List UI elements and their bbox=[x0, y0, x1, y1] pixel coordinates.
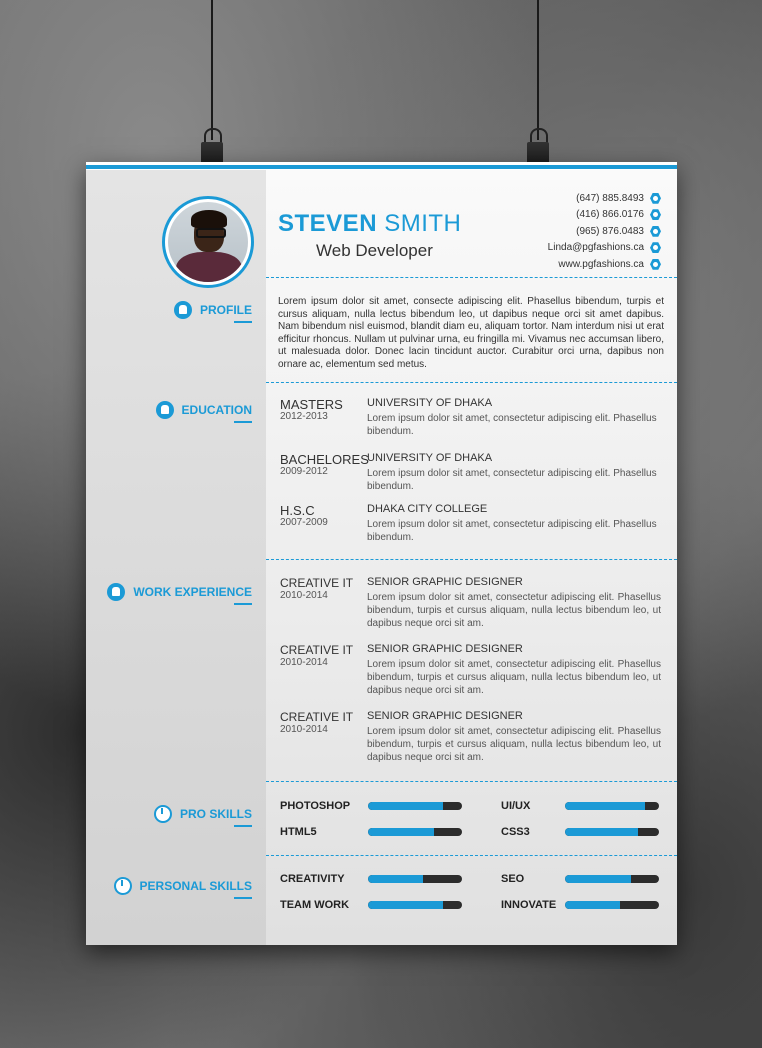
education-degree: MASTERS bbox=[280, 397, 343, 412]
hanging-wire-left bbox=[211, 0, 213, 140]
skill-name: CSS3 bbox=[501, 826, 530, 838]
divider bbox=[266, 781, 677, 782]
work-years: 2010-2014 bbox=[280, 657, 328, 668]
section-label-work-text: WORK EXPERIENCE bbox=[133, 585, 252, 599]
email-icon bbox=[650, 242, 661, 253]
section-label-profile bbox=[174, 301, 252, 319]
divider bbox=[266, 277, 677, 278]
work-desc: Lorem ipsum dolor sit amet, consectetur adipiscing elit. Phasellus bibendum, turpis et cursus aliquam, nulla lectus bibendum leo, ut dapibus neque orci sit am. bbox=[367, 592, 661, 629]
divider bbox=[266, 855, 677, 856]
contact-phone-2: (416) 866.0176 bbox=[548, 207, 661, 224]
work-company: CREATIVE IT bbox=[280, 643, 354, 657]
skill-bar bbox=[565, 875, 659, 883]
education-desc: Lorem ipsum dolor sit amet, consectetur adipiscing elit. Phasellus bibendum. bbox=[367, 413, 657, 437]
contact-fax: (965) 876.0483 bbox=[548, 223, 661, 240]
education-desc: Lorem ipsum dolor sit amet, consectetur adipiscing elit. Phasellus bibendum. bbox=[367, 468, 657, 492]
section-label-personal-skills-text: PERSONAL SKILLS bbox=[139, 879, 252, 893]
skill-bar bbox=[565, 802, 659, 810]
skill-bar bbox=[368, 875, 462, 883]
work-years: 2010-2014 bbox=[280, 724, 328, 735]
resume-sheet bbox=[86, 162, 677, 945]
avatar bbox=[162, 196, 254, 288]
contact-website: www.pgfashions.ca bbox=[548, 256, 661, 273]
education-school: UNIVERSITY OF DHAKA bbox=[367, 397, 493, 409]
skill-name: CREATIVITY bbox=[280, 873, 345, 885]
section-label-profile-text: PROFILE bbox=[199, 303, 252, 317]
skill-bar bbox=[368, 802, 462, 810]
job-title: Web Developer bbox=[316, 241, 433, 260]
education-years: 2009-2012 bbox=[280, 466, 328, 477]
skill-name: UI/UX bbox=[501, 800, 531, 812]
user-icon bbox=[174, 301, 192, 319]
work-company: CREATIVE IT bbox=[280, 710, 354, 724]
work-years: 2010-2014 bbox=[280, 590, 328, 601]
education-desc: Lorem ipsum dolor sit amet, consectetur adipiscing elit. Phasellus bibendum. bbox=[367, 519, 657, 543]
skill-bar bbox=[565, 828, 659, 836]
resume-sidebar bbox=[86, 170, 266, 945]
divider bbox=[266, 382, 677, 383]
skill-bar bbox=[368, 901, 462, 909]
phone-icon bbox=[650, 209, 661, 220]
education-degree: BACHELORES bbox=[280, 452, 369, 467]
work-role: SENIOR GRAPHIC DESIGNER bbox=[367, 710, 523, 722]
work-desc: Lorem ipsum dolor sit amet, consectetur adipiscing elit. Phasellus bibendum, turpis et cursus aliquam, nulla lectus bibendum leo, ut dapibus neque orci sit am. bbox=[367, 659, 661, 696]
work-desc: Lorem ipsum dolor sit amet, consectetur adipiscing elit. Phasellus bibendum, turpis et cursus aliquam, nulla lectus bibendum leo, ut dapibus neque orci sit am. bbox=[367, 726, 661, 763]
section-label-pro-skills-text: PRO SKILLS bbox=[179, 807, 252, 821]
first-name: STEVEN bbox=[278, 210, 378, 237]
contact-email: Linda@pgfashions.ca bbox=[548, 240, 661, 257]
education-school: UNIVERSITY OF DHAKA bbox=[367, 452, 493, 464]
skill-bar bbox=[565, 901, 659, 909]
last-name: SMITH bbox=[384, 210, 462, 237]
skill-bar bbox=[368, 828, 462, 836]
section-label-personal-skills bbox=[114, 877, 252, 895]
pie-chart-icon bbox=[154, 805, 172, 823]
education-years: 2007-2009 bbox=[280, 517, 328, 528]
skill-name: HTML5 bbox=[280, 826, 317, 838]
fax-icon bbox=[650, 226, 661, 237]
resume-main bbox=[266, 170, 677, 945]
work-role: SENIOR GRAPHIC DESIGNER bbox=[367, 643, 523, 655]
section-label-work bbox=[107, 583, 252, 601]
profile-text: Lorem ipsum dolor sit amet, consecte adipiscing elit. Phasellus bibendum, turpis et cursus aliquam, nulla lectus bibendum leo, ut dapibus neque orci sit amet dapibus. Nam bibendum nisl euismod, blandit diam eu, aliquam tortor. Nam interdum nisi ut erat efficitur rhoncus. Nullam ut pulvinar urna, eu fringilla mi. Vivamus nec accumsan libero, ut malesuada dolor. Donec lacin tincidunt auctor. Curabitur orci urna, dapibus non ornare ac, elementum sed metus. bbox=[278, 296, 664, 370]
skill-name: INNOVATE bbox=[501, 899, 557, 911]
work-role: SENIOR GRAPHIC DESIGNER bbox=[367, 576, 523, 588]
briefcase-icon bbox=[107, 583, 125, 601]
divider bbox=[266, 559, 677, 560]
web-icon bbox=[650, 259, 661, 270]
contact-phone-1: (647) 885.8493 bbox=[548, 190, 661, 207]
education-years: 2012-2013 bbox=[280, 411, 328, 422]
education-school: DHAKA CITY COLLEGE bbox=[367, 503, 488, 515]
skill-name: PHOTOSHOP bbox=[280, 800, 351, 812]
full-name bbox=[278, 210, 461, 238]
skill-name: TEAM WORK bbox=[280, 899, 350, 911]
education-degree: H.S.C bbox=[280, 503, 315, 518]
contact-list bbox=[548, 190, 661, 273]
pie-chart-icon bbox=[114, 877, 132, 895]
section-label-education-text: EDUCATION bbox=[181, 403, 252, 417]
skill-name: SEO bbox=[501, 873, 525, 885]
hanging-wire-right bbox=[537, 0, 539, 140]
work-company: CREATIVE IT bbox=[280, 576, 354, 590]
top-accent-line bbox=[86, 162, 677, 170]
graduation-cap-icon bbox=[156, 401, 174, 419]
section-label-education bbox=[156, 401, 252, 419]
section-label-pro-skills bbox=[154, 805, 252, 823]
phone-icon bbox=[650, 193, 661, 204]
